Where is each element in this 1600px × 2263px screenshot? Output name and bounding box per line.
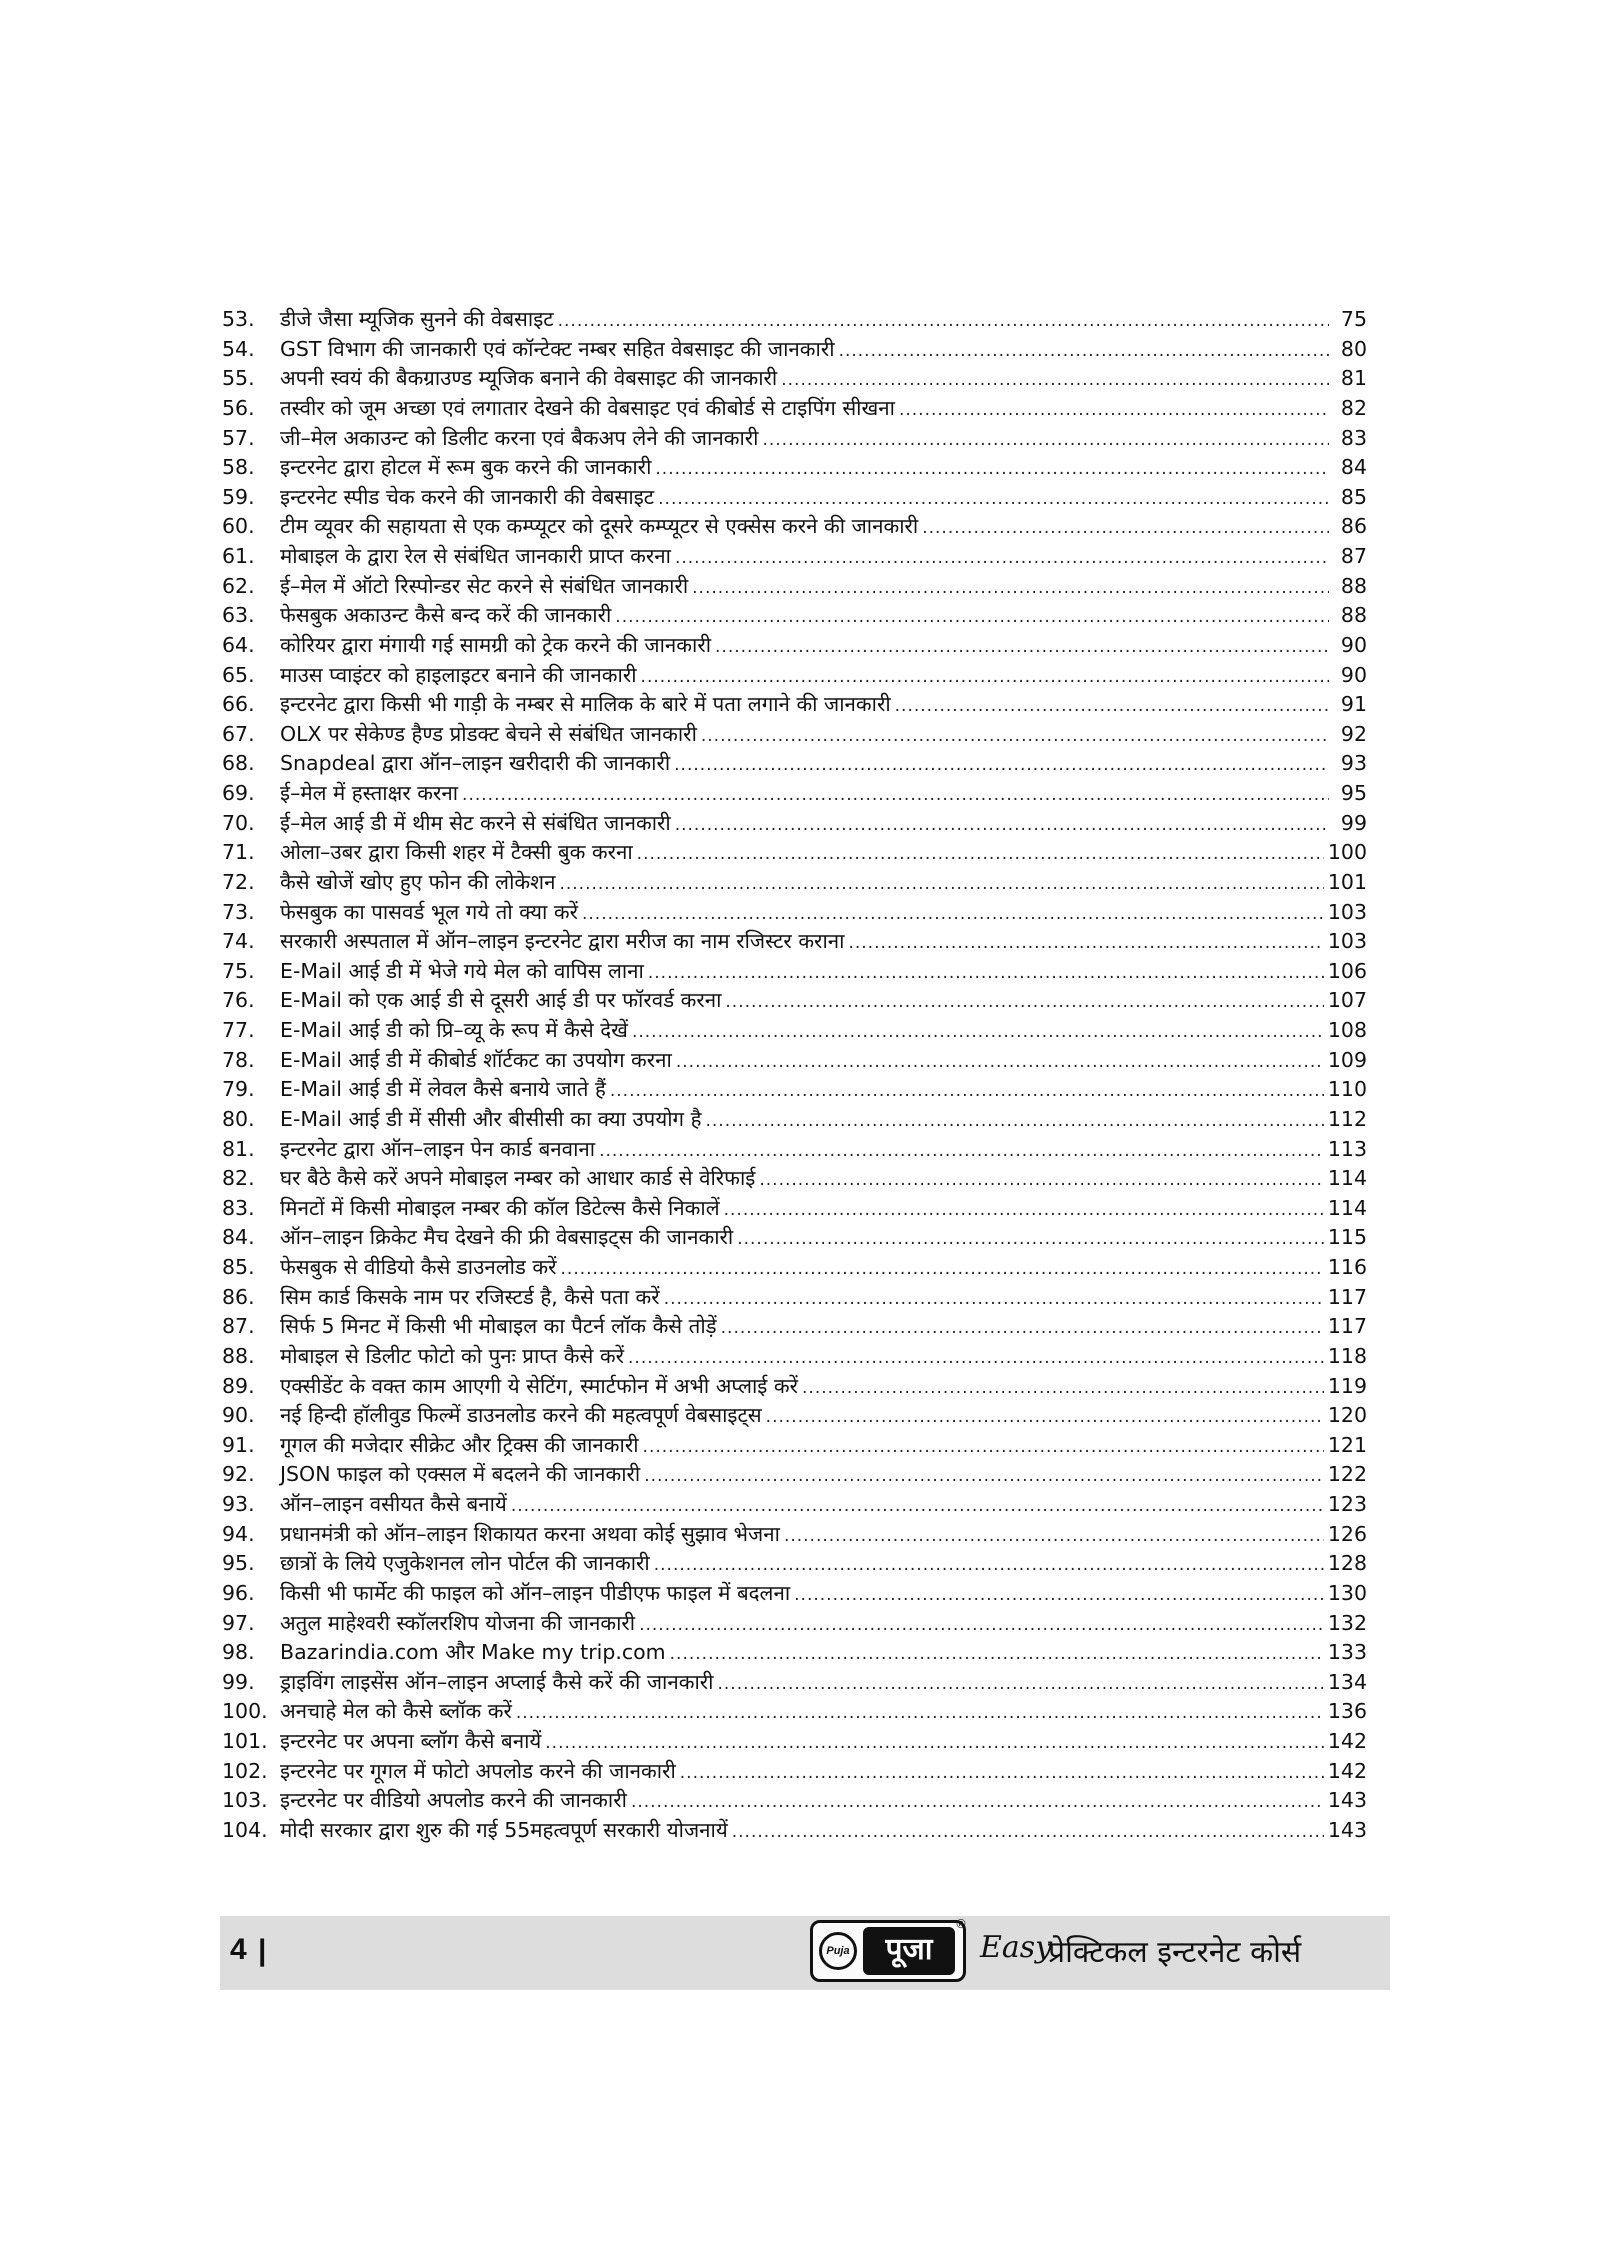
toc-entry-page: 123: [1327, 1492, 1367, 1516]
toc-dot-leader: [794, 1581, 1324, 1611]
toc-entry-page: 85: [1340, 484, 1367, 509]
toc-entry-title: कोरियर द्वारा मंगायी गई सामग्री को ट्रेक करने की जानकारी: [280, 632, 712, 657]
toc-entry-page: 103: [1327, 899, 1367, 924]
toc-entry-number: 87.: [222, 1314, 255, 1339]
toc-entry-title: इन्टरनेट पर वीडियो अपलोड करने की जानकारी: [280, 1788, 627, 1813]
toc-entry-number: 90.: [222, 1403, 255, 1428]
toc-entry: [222, 1460, 1367, 1490]
toc-entry-page: 93: [1340, 751, 1367, 776]
toc-entry-title: डीजे जैसा म्यूजिक सुनने की वेबसाइट: [280, 307, 554, 331]
toc-entry-title: फेसबुक से वीडियो कैसे डाउनलोड करें: [280, 1255, 557, 1279]
toc-dot-leader: [664, 1285, 1324, 1315]
toc-entry-page: 91: [1340, 692, 1367, 717]
toc-entry-title: इन्टरनेट द्वारा ऑन–लाइन पेन कार्ड बनवाना: [280, 1136, 596, 1161]
toc-entry-title: कैसे खोजें खोए हुए फोन की लोकेशन: [280, 869, 556, 894]
toc-entry-title: तस्वीर को जूम अच्छा एवं लगातार देखने की वेबसाइट एवं कीबोर्ड से टाइपिंग सीखना: [280, 395, 895, 420]
toc-entry-title: इन्टरनेट द्वारा किसी भी गाड़ी के नम्बर से मालिक के बारे में पता लगाने की जानकारी: [280, 692, 891, 717]
toc-entry-title: मोबाइल के द्वारा रेल से संबंधित जानकारी प्राप्त करना: [280, 544, 671, 568]
toc-entry-page: 81: [1340, 366, 1367, 391]
toc-entry-number: 76.: [222, 988, 255, 1013]
toc-entry-number: 88.: [222, 1343, 255, 1368]
toc-entry-title: इन्टरनेट पर गूगल में फोटो अपलोड करने की जानकारी: [280, 1758, 676, 1783]
toc-entry-number: 79.: [222, 1077, 255, 1102]
toc-entry-title: ई–मेल में ऑटो रिस्पोन्डर सेट करने से संबंधित जानकारी: [280, 573, 689, 598]
toc-entry-number: 99.: [222, 1669, 255, 1694]
toc-dot-leader: [545, 1729, 1324, 1759]
toc-entry-number: 70.: [222, 810, 255, 835]
toc-dot-leader: [641, 663, 1329, 693]
toc-entry: [222, 868, 1367, 898]
toc-entry: [222, 986, 1367, 1016]
toc-entry-title: इन्टरनेट स्पीड चेक करने की जानकारी की वेबसाइट: [280, 484, 655, 509]
toc-entry-title: फेसबुक का पासवर्ड भूल गये तो क्या करें: [280, 899, 578, 924]
toc-dot-leader: [643, 1433, 1324, 1463]
toc-entry-page: 107: [1327, 988, 1367, 1013]
toc-entry-title: ड्राइविंग लाइसेंस ऑन–लाइन अप्लाई कैसे करें की जानकारी: [280, 1669, 714, 1694]
toc-dot-leader: [737, 1225, 1324, 1255]
toc-entry-number: 103.: [222, 1788, 268, 1813]
toc-dot-leader: [732, 1818, 1324, 1848]
toc-entry-number: 66.: [222, 692, 255, 717]
toc-entry-title: प्रधानमंत्री को ऑन–लाइन शिकायत करना अथवा कोई सुझाव भेजना: [280, 1521, 780, 1546]
footer-title-easy: Easy: [980, 1930, 1053, 1965]
toc-dot-leader: [675, 811, 1329, 841]
toc-entry-page: 118: [1327, 1343, 1367, 1368]
toc-entry: [222, 749, 1367, 779]
toc-dot-leader: [559, 870, 1323, 900]
toc-entry-number: 92.: [222, 1462, 255, 1487]
toc-entry-title: मिनटों में किसी मोबाइल नम्बर की कॉल डिटेल्स कैसे निकालें: [280, 1195, 720, 1220]
toc-entry-number: 57.: [222, 425, 255, 450]
toc-entry-number: 93.: [222, 1492, 255, 1516]
toc-dot-leader: [516, 1699, 1324, 1729]
toc-entry-title: अनचाहे मेल को कैसे ब्लॉक करें: [280, 1699, 512, 1724]
toc-entry-number: 102.: [222, 1758, 268, 1783]
toc-entry-page: 128: [1327, 1551, 1367, 1576]
toc-entry-number: 54.: [222, 336, 255, 361]
toc-entry-number: 95.: [222, 1551, 255, 1576]
toc-entry-number: 73.: [222, 899, 255, 924]
toc-dot-leader: [462, 781, 1329, 811]
toc-entry-number: 71.: [222, 840, 255, 865]
toc-entry-page: 88: [1340, 603, 1367, 628]
toc-dot-leader: [632, 1018, 1324, 1048]
toc-entry: [222, 1075, 1367, 1105]
toc-entry-page: 100: [1327, 840, 1367, 865]
toc-dot-leader: [654, 1551, 1324, 1581]
toc-entry-page: 142: [1327, 1729, 1367, 1753]
toc-entry-number: 81.: [222, 1136, 255, 1161]
toc-entry-number: 67.: [222, 721, 255, 746]
toc-entry-number: 82.: [222, 1166, 255, 1191]
toc-dot-leader: [680, 1759, 1324, 1789]
table-of-contents: [222, 305, 1367, 1846]
toc-entry-title: सिम कार्ड किसके नाम पर रजिस्टर्ड है, कैसे पता करें: [280, 1284, 660, 1309]
toc-entry-number: 98.: [222, 1640, 255, 1665]
toc-entry-page: 106: [1327, 958, 1367, 983]
toc-entry-page: 143: [1327, 1817, 1367, 1842]
toc-entry-number: 83.: [222, 1195, 255, 1220]
toc-entry-page: 95: [1340, 781, 1367, 805]
toc-entry: [222, 601, 1367, 631]
toc-entry-page: 126: [1327, 1521, 1367, 1546]
toc-entry-title: माउस प्वाइंटर को हाइलाइटर बनाने की जानकारी: [280, 662, 637, 687]
toc-dot-leader: [582, 900, 1324, 930]
toc-dot-leader: [701, 722, 1329, 752]
toc-entry-number: 100.: [222, 1699, 268, 1724]
toc-dot-leader: [781, 366, 1329, 396]
toc-dot-leader: [899, 396, 1329, 426]
toc-entry: [222, 1638, 1367, 1668]
toc-entry-number: 96.: [222, 1580, 255, 1605]
toc-entry-number: 91.: [222, 1432, 255, 1457]
toc-entry-number: 61.: [222, 544, 255, 568]
toc-entry: [222, 572, 1367, 602]
toc-entry-number: 97.: [222, 1610, 255, 1635]
toc-entry-page: 122: [1327, 1462, 1367, 1487]
toc-entry-number: 85.: [222, 1255, 255, 1279]
toc-entry-number: 56.: [222, 395, 255, 420]
toc-entry-page: 84: [1340, 455, 1367, 480]
toc-entry-page: 133: [1327, 1640, 1367, 1665]
toc-entry: [222, 898, 1367, 928]
toc-entry-number: 89.: [222, 1373, 255, 1398]
toc-dot-leader: [676, 1048, 1324, 1078]
toc-entry-title: इन्टरनेट पर अपना ब्लॉग कैसे बनायें: [280, 1729, 542, 1753]
toc-entry: [222, 1016, 1367, 1046]
toc-dot-leader: [561, 1255, 1324, 1285]
toc-dot-leader: [639, 1611, 1324, 1641]
toc-entry-page: 82: [1340, 395, 1367, 420]
toc-dot-leader: [705, 1107, 1323, 1137]
toc-entry-page: 136: [1327, 1699, 1367, 1724]
toc-entry-number: 53.: [222, 307, 255, 331]
toc-entry-page: 75: [1340, 307, 1367, 331]
page-number: 4: [230, 1933, 247, 1966]
toc-entry-title: E-Mail आई डी में सीसी और बीसीसी का क्या उपयोग है: [280, 1106, 702, 1131]
toc-entry-page: 92: [1340, 721, 1367, 746]
toc-entry-title: Snapdeal द्वारा ऑन–लाइन खरीदारी की जानकारी: [280, 751, 671, 776]
toc-entry: [222, 631, 1367, 661]
toc-entry: [222, 720, 1367, 750]
registered-mark-icon: ®: [955, 1917, 967, 1931]
toc-dot-leader: [721, 1314, 1324, 1344]
footer-title-course: प्रेक्टिकल इन्टरनेट कोर्स: [1048, 1935, 1302, 1970]
toc-entry: [222, 335, 1367, 365]
toc-entry-title: ई–मेल में हस्ताक्षर करना: [280, 781, 459, 805]
toc-dot-leader: [715, 633, 1329, 663]
toc-entry-title: किसी भी फार्मेट की फाइल को ऑन–लाइन पीडीएफ फाइल में बदलना: [280, 1580, 791, 1605]
toc-entry: [222, 957, 1367, 987]
toc-entry-page: 121: [1327, 1432, 1367, 1457]
toc-entry: [222, 1549, 1367, 1579]
toc-entry: [222, 1283, 1367, 1313]
toc-dot-leader: [637, 840, 1324, 870]
toc-entry: [222, 1135, 1367, 1165]
toc-entry: [222, 1253, 1367, 1283]
toc-entry: [222, 1668, 1367, 1698]
toc-entry: [222, 542, 1367, 572]
toc-entry: [222, 1609, 1367, 1639]
toc-entry-page: 90: [1340, 662, 1367, 687]
toc-entry: [222, 1431, 1367, 1461]
toc-entry-title: OLX पर सेकेण्ड हैण्ड प्रोडक्ट बेचने से संबंधित जानकारी: [280, 721, 697, 746]
toc-entry-page: 110: [1327, 1077, 1367, 1102]
toc-entry: [222, 1194, 1367, 1224]
toc-entry-page: 87: [1340, 544, 1367, 568]
toc-dot-leader: [648, 959, 1324, 989]
toc-entry-page: 119: [1327, 1373, 1367, 1398]
toc-entry: [222, 305, 1367, 335]
toc-dot-leader: [762, 426, 1329, 456]
toc-entry: [222, 690, 1367, 720]
logo-badge: Puja: [819, 1932, 857, 1970]
toc-entry: [222, 1372, 1367, 1402]
toc-entry: [222, 512, 1367, 542]
toc-entry: [222, 1164, 1367, 1194]
logo-wordmark: पूजा: [863, 1927, 955, 1975]
toc-dot-leader: [558, 307, 1329, 337]
toc-entry-number: 63.: [222, 603, 255, 628]
toc-entry: [222, 1105, 1367, 1135]
toc-entry-page: 109: [1327, 1047, 1367, 1072]
toc-entry-title: छात्रों के लिये एजुकेशनल लोन पोर्टल की जानकारी: [280, 1551, 650, 1576]
toc-entry-number: 77.: [222, 1018, 255, 1042]
toc-entry-title: सिर्फ 5 मिनट में किसी भी मोबाइल का पैटर्न लॉक कैसे तोड़ें: [280, 1314, 717, 1339]
toc-entry: [222, 1342, 1367, 1372]
toc-entry-title: घर बैठे कैसे करें अपने मोबाइल नम्बर को आधार कार्ड से वेरिफाई: [280, 1166, 756, 1191]
toc-entry: [222, 483, 1367, 513]
toc-entry: [222, 1786, 1367, 1816]
toc-entry: [222, 1046, 1367, 1076]
toc-entry-number: 78.: [222, 1047, 255, 1072]
toc-entry-page: 99: [1340, 810, 1367, 835]
toc-entry-title: फेसबुक अकाउन्ट कैसे बन्द करें की जानकारी: [280, 603, 612, 628]
toc-entry-title: JSON फाइल को एक्सल में बदलने की जानकारी: [280, 1462, 641, 1487]
toc-entry-title: ओला–उबर द्वारा किसी शहर में टैक्सी बुक करना: [280, 840, 633, 865]
toc-dot-leader: [848, 929, 1323, 959]
toc-entry: [222, 1223, 1367, 1253]
toc-entry-title: E-Mail आई डी में लेवल कैसे बनाये जाते हैं: [280, 1077, 606, 1102]
toc-entry-number: 64.: [222, 632, 255, 657]
toc-entry: [222, 453, 1367, 483]
toc-dot-leader: [724, 1196, 1324, 1226]
toc-dot-leader: [658, 485, 1329, 515]
toc-entry-title: E-Mail को एक आई डी से दूसरी आई डी पर फॉरवर्ड करना: [280, 988, 722, 1013]
toc-entry-number: 65.: [222, 662, 255, 687]
toc-entry: [222, 1757, 1367, 1787]
toc-entry: [222, 1490, 1367, 1520]
toc-dot-leader: [759, 1166, 1324, 1196]
toc-entry-page: 114: [1327, 1166, 1367, 1191]
toc-entry-page: 116: [1327, 1255, 1367, 1279]
toc-entry: [222, 1312, 1367, 1342]
toc-entry-title: E-Mail आई डी में कीबोर्ड शॉर्टकट का उपयोग करना: [280, 1047, 672, 1072]
toc-entry-number: 94.: [222, 1521, 255, 1546]
toc-entry-title: E-Mail आई डी को प्रि–व्यू के रूप में कैसे देखें: [280, 1018, 628, 1042]
toc-entry-number: 101.: [222, 1729, 268, 1753]
toc-entry-title: ऑन–लाइन वसीयत कैसे बनायें: [280, 1492, 507, 1516]
toc-entry-page: 83: [1340, 425, 1367, 450]
toc-dot-leader: [839, 337, 1329, 367]
toc-entry: [222, 779, 1367, 809]
toc-entry-title: जी–मेल अकाउन्ट को डिलीट करना एवं बैकअप लेने की जानकारी: [280, 425, 759, 450]
toc-dot-leader: [766, 1403, 1324, 1433]
toc-dot-leader: [674, 751, 1329, 781]
toc-entry-page: 103: [1327, 929, 1367, 954]
toc-entry-number: 60.: [222, 514, 255, 539]
toc-entry-page: 115: [1327, 1225, 1367, 1250]
toc-dot-leader: [655, 455, 1329, 485]
toc-entry: [222, 1579, 1367, 1609]
toc-entry-page: 117: [1327, 1284, 1367, 1309]
toc-entry-page: 130: [1327, 1580, 1367, 1605]
toc-entry: [222, 364, 1367, 394]
toc-entry: [222, 424, 1367, 454]
toc-entry-number: 72.: [222, 869, 255, 894]
toc-entry-number: 86.: [222, 1284, 255, 1309]
toc-entry-title: मोदी सरकार द्वारा शुरु की गई 55महत्वपूर्ण सरकारी योजनायें: [280, 1817, 728, 1842]
toc-dot-leader: [725, 988, 1323, 1018]
toc-entry-number: 59.: [222, 484, 255, 509]
toc-entry-title: नई हिन्दी हॉलीवुड फिल्में डाउनलोड करने की महत्वपूर्ण वेबसाइट्स: [280, 1403, 762, 1428]
toc-entry-title: टीम व्यूवर की सहायता से एक कम्प्यूटर को दूसरे कम्प्यूटर से एक्सेस करने की जानकारी: [280, 514, 919, 539]
toc-entry-page: 142: [1327, 1758, 1367, 1783]
toc-entry-number: 80.: [222, 1106, 255, 1131]
toc-entry-number: 62.: [222, 573, 255, 598]
toc-entry: [222, 927, 1367, 957]
toc-entry: [222, 394, 1367, 424]
toc-entry-page: 120: [1327, 1403, 1367, 1428]
toc-entry-number: 84.: [222, 1225, 255, 1250]
toc-entry: [222, 1816, 1367, 1846]
toc-entry-title: मोबाइल से डिलीट फोटो को पुनः प्राप्त कैसे करें: [280, 1343, 625, 1368]
toc-entry-page: 112: [1327, 1106, 1367, 1131]
toc-entry-title: ई–मेल आई डी में थीम सेट करने से संबंधित जानकारी: [280, 810, 671, 835]
toc-dot-leader: [802, 1374, 1324, 1404]
toc-entry-title: अपनी स्वयं की बैकग्राउण्ड म्यूजिक बनाने की वेबसाइट की जानकारी: [280, 366, 778, 391]
toc-entry: [222, 1727, 1367, 1757]
toc-entry-page: 88: [1340, 573, 1367, 598]
toc-entry-page: 101: [1327, 869, 1367, 894]
toc-entry-page: 90: [1340, 632, 1367, 657]
toc-dot-leader: [675, 544, 1329, 574]
publisher-logo: [810, 1917, 967, 1982]
toc-dot-leader: [895, 692, 1329, 722]
toc-entry-number: 75.: [222, 958, 255, 983]
toc-dot-leader: [599, 1137, 1324, 1167]
toc-dot-leader: [644, 1462, 1324, 1492]
toc-entry-title: Bazarindia.com और Make my trip.com: [280, 1640, 666, 1665]
toc-entry-title: इन्टरनेट द्वारा होटल में रूम बुक करने की जानकारी: [280, 455, 652, 480]
toc-entry-number: 68.: [222, 751, 255, 776]
toc-entry-page: 86: [1340, 514, 1367, 539]
toc-entry-page: 80: [1340, 336, 1367, 361]
toc-dot-leader: [511, 1492, 1324, 1522]
toc-entry-title: ऑन–लाइन क्रिकेट मैच देखने की फ्री वेबसाइट्स की जानकारी: [280, 1225, 734, 1250]
toc-entry-title: एक्सीडेंट के वक्त काम आएगी ये सेटिंग, स्मार्टफोन में अभी अप्लाई करें: [280, 1373, 799, 1398]
toc-entry-number: 74.: [222, 929, 255, 954]
toc-entry-page: 108: [1327, 1018, 1367, 1042]
toc-dot-leader: [615, 603, 1329, 633]
toc-dot-leader: [718, 1670, 1324, 1700]
page-number-divider: |: [258, 1934, 267, 1967]
toc-dot-leader: [692, 574, 1329, 604]
toc-entry: [222, 661, 1367, 691]
toc-entry-page: 117: [1327, 1314, 1367, 1339]
toc-dot-leader: [670, 1640, 1324, 1670]
toc-entry: [222, 1520, 1367, 1550]
toc-entry-title: GST विभाग की जानकारी एवं कॉन्टेक्ट नम्बर सहित वेबसाइट की जानकारी: [280, 336, 835, 361]
toc-entry-title: E-Mail आई डी में भेजे गये मेल को वापिस लाना: [280, 958, 644, 983]
toc-entry-title: अतुल माहेश्वरी स्कॉलरशिप योजना की जानकारी: [280, 1610, 636, 1635]
toc-dot-leader: [784, 1522, 1324, 1552]
toc-entry-page: 132: [1327, 1610, 1367, 1635]
toc-entry-page: 114: [1327, 1195, 1367, 1220]
toc-entry-number: 58.: [222, 455, 255, 480]
toc-entry: [222, 1697, 1367, 1727]
toc-dot-leader: [628, 1344, 1324, 1374]
toc-entry-page: 134: [1327, 1669, 1367, 1694]
toc-entry-title: सरकारी अस्पताल में ऑन–लाइन इन्टरनेट द्वारा मरीज का नाम रजिस्टर कराना: [280, 929, 845, 954]
toc-entry-page: 143: [1327, 1788, 1367, 1813]
toc-dot-leader: [610, 1077, 1324, 1107]
toc-entry-number: 104.: [222, 1817, 268, 1842]
toc-entry-number: 55.: [222, 366, 255, 391]
toc-entry: [222, 838, 1367, 868]
toc-entry: [222, 1401, 1367, 1431]
toc-entry-title: गूगल की मजेदार सीक्रेट और ट्रिक्स की जानकारी: [280, 1432, 639, 1457]
toc-dot-leader: [922, 514, 1329, 544]
toc-entry-number: 69.: [222, 781, 255, 805]
toc-entry: [222, 809, 1367, 839]
toc-entry-page: 113: [1327, 1136, 1367, 1161]
toc-dot-leader: [631, 1788, 1324, 1818]
